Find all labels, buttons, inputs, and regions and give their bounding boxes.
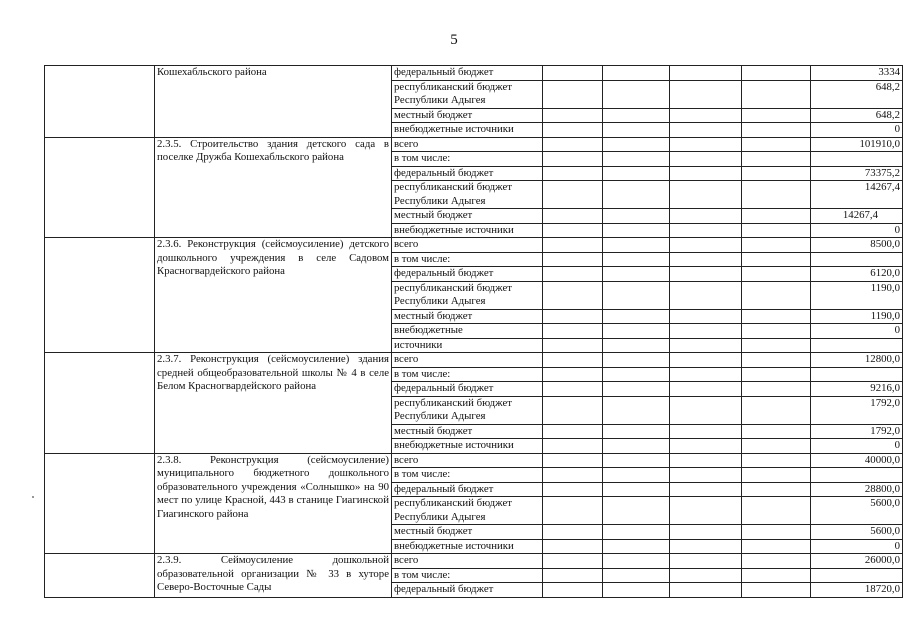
empty-cell-3 (670, 353, 742, 368)
empty-cell-4 (742, 108, 811, 123)
amount-cell (811, 238, 903, 253)
empty-cell-1 (543, 367, 603, 382)
empty-index-cell (45, 238, 155, 353)
amount-cell (811, 209, 903, 224)
empty-index-cell (45, 353, 155, 454)
funding-source: местный бюджет (392, 525, 543, 540)
empty-cell-1 (543, 482, 603, 497)
funding-source: республиканский бюджет Республики Адыгея (392, 396, 543, 424)
amount-cell (811, 281, 903, 309)
amount-cell (811, 367, 903, 382)
table-row (45, 353, 903, 368)
empty-cell-1 (543, 181, 603, 209)
empty-cell-3 (670, 281, 742, 309)
empty-cell-4 (742, 453, 811, 468)
amount-value: 14267,4 (864, 181, 900, 193)
empty-cell-4 (742, 583, 811, 598)
empty-cell-4 (742, 468, 811, 483)
amount-value: 648,2 (875, 108, 900, 121)
empty-cell-3 (670, 324, 742, 339)
empty-cell-3 (670, 267, 742, 282)
empty-cell-3 (670, 396, 742, 424)
empty-cell-2 (603, 497, 670, 525)
empty-cell-2 (603, 152, 670, 167)
empty-cell-2 (603, 353, 670, 368)
amount-cell (811, 525, 903, 540)
empty-cell-1 (543, 424, 603, 439)
empty-cell-3 (670, 238, 742, 253)
amount-value: 101910,0 (859, 137, 900, 150)
amount-value: 5600,0 (870, 525, 900, 537)
empty-cell-3 (670, 568, 742, 583)
empty-cell-2 (603, 396, 670, 424)
table-row (45, 554, 903, 569)
empty-cell-4 (742, 568, 811, 583)
empty-cell-2 (603, 525, 670, 540)
empty-cell-3 (670, 209, 742, 224)
empty-cell-4 (742, 238, 811, 253)
empty-cell-4 (742, 482, 811, 497)
empty-cell-2 (603, 439, 670, 454)
empty-cell-3 (670, 482, 742, 497)
funding-source: республиканский бюджет Республики Адыгея (392, 281, 543, 309)
funding-source: внебюджетные источники (392, 123, 543, 138)
amount-cell (811, 66, 903, 81)
amount-value: 40000,0 (864, 453, 900, 466)
funding-source: федеральный бюджет (392, 583, 543, 598)
empty-cell-4 (742, 252, 811, 267)
empty-cell-2 (603, 367, 670, 382)
funding-source: местный бюджет (392, 108, 543, 123)
funding-source: республиканский бюджет Республики Адыгея (392, 181, 543, 209)
empty-cell-2 (603, 309, 670, 324)
amount-cell (811, 80, 903, 108)
amount-cell (811, 468, 903, 483)
empty-cell-4 (742, 123, 811, 138)
amount-value: 18720,0 (864, 583, 900, 595)
amount-cell (811, 166, 903, 181)
budget-table (44, 65, 903, 598)
amount-value: 6120,0 (870, 267, 900, 279)
amount-value: 12800,0 (864, 353, 900, 365)
empty-cell-3 (670, 583, 742, 598)
funding-source: республиканский бюджет Республики Адыгея (392, 497, 543, 525)
empty-cell-4 (742, 267, 811, 282)
empty-cell-2 (603, 267, 670, 282)
empty-cell-4 (742, 367, 811, 382)
amount-value: 3334 (878, 66, 900, 78)
funding-source: республиканский бюджет Республики Адыгея (392, 80, 543, 108)
empty-cell-1 (543, 453, 603, 468)
funding-source: местный бюджет (392, 209, 543, 224)
measure-description: 2.3.6. Реконструкция (сейсмоусиление) детского дошкольного учреждения в селе Садовом Красногвардейского района (155, 238, 392, 353)
empty-cell-4 (742, 424, 811, 439)
empty-cell-2 (603, 66, 670, 81)
funding-source: федеральный бюджет (392, 166, 543, 181)
empty-cell-1 (543, 439, 603, 454)
funding-source: в том числе: (392, 468, 543, 483)
funding-source: местный бюджет (392, 424, 543, 439)
amount-cell (811, 252, 903, 267)
empty-cell-1 (543, 539, 603, 554)
amount-value: 1190,0 (870, 309, 900, 322)
funding-source: местный бюджет (392, 309, 543, 324)
empty-cell-1 (543, 396, 603, 424)
empty-cell-3 (670, 181, 742, 209)
empty-cell-3 (670, 252, 742, 267)
amount-value: 1792,0 (870, 424, 900, 437)
empty-cell-3 (670, 223, 742, 238)
empty-cell-2 (603, 238, 670, 253)
amount-cell (811, 568, 903, 583)
funding-source: всего (392, 353, 543, 368)
empty-cell-1 (543, 525, 603, 540)
page-number: 5 (450, 32, 458, 48)
funding-source: внебюджетные источники (392, 539, 543, 554)
empty-cell-4 (742, 281, 811, 309)
empty-cell-2 (603, 252, 670, 267)
empty-cell-1 (543, 238, 603, 253)
amount-cell (811, 181, 903, 209)
amount-cell (811, 583, 903, 598)
amount-value: 28800,0 (864, 482, 900, 495)
empty-cell-2 (603, 80, 670, 108)
amount-value: 5600,0 (870, 497, 900, 509)
empty-cell-2 (603, 424, 670, 439)
empty-cell-4 (742, 166, 811, 181)
empty-cell-2 (603, 209, 670, 224)
empty-cell-4 (742, 525, 811, 540)
amount-value: 1792,0 (870, 396, 900, 409)
empty-cell-4 (742, 353, 811, 368)
amount-value: 26000,0 (864, 554, 900, 566)
empty-cell-4 (742, 181, 811, 209)
empty-cell-3 (670, 468, 742, 483)
empty-cell-3 (670, 108, 742, 123)
empty-cell-3 (670, 525, 742, 540)
empty-cell-3 (670, 424, 742, 439)
empty-cell-4 (742, 382, 811, 397)
empty-cell-3 (670, 80, 742, 108)
empty-cell-1 (543, 80, 603, 108)
empty-cell-2 (603, 568, 670, 583)
funding-source: всего (392, 238, 543, 253)
empty-cell-4 (742, 223, 811, 238)
empty-cell-4 (742, 539, 811, 554)
amount-value: 1190,0 (870, 281, 900, 294)
empty-cell-2 (603, 382, 670, 397)
funding-source: в том числе: (392, 367, 543, 382)
empty-cell-1 (543, 152, 603, 167)
table-row (45, 66, 903, 81)
amount-cell (811, 137, 903, 152)
empty-cell-4 (742, 152, 811, 167)
amount-value: 8500,0 (870, 238, 900, 250)
empty-cell-2 (603, 181, 670, 209)
amount-cell (811, 123, 903, 138)
empty-cell-1 (543, 267, 603, 282)
empty-cell-1 (543, 66, 603, 81)
empty-cell-2 (603, 583, 670, 598)
funding-source: внебюджетные (392, 324, 543, 339)
measure-description: Кошехабльского района (155, 66, 392, 138)
empty-cell-2 (603, 108, 670, 123)
amount-cell (811, 353, 903, 368)
empty-cell-2 (603, 166, 670, 181)
funding-source: федеральный бюджет (392, 267, 543, 282)
empty-cell-1 (543, 568, 603, 583)
empty-cell-3 (670, 166, 742, 181)
amount-cell (811, 267, 903, 282)
funding-source: всего (392, 137, 543, 152)
amount-value: 0 (894, 439, 900, 451)
empty-cell-3 (670, 439, 742, 454)
amount-cell (811, 152, 903, 167)
amount-value: 0 (894, 324, 900, 336)
empty-cell-4 (742, 309, 811, 324)
funding-source: в том числе: (392, 568, 543, 583)
amount-cell (811, 482, 903, 497)
empty-cell-4 (742, 137, 811, 152)
amount-cell (811, 424, 903, 439)
empty-cell-3 (670, 539, 742, 554)
funding-source: федеральный бюджет (392, 382, 543, 397)
measure-description: 2.3.9. Сеймоусиление дошкольной образовательной организации № 33 в хуторе Северо-Восточные Сады (155, 554, 392, 598)
amount-cell (811, 539, 903, 554)
empty-cell-1 (543, 123, 603, 138)
empty-cell-2 (603, 482, 670, 497)
empty-cell-1 (543, 252, 603, 267)
empty-index-cell (45, 66, 155, 138)
funding-source: источники (392, 338, 543, 353)
empty-cell-3 (670, 309, 742, 324)
amount-cell (811, 382, 903, 397)
table-row (45, 137, 903, 152)
empty-cell-1 (543, 309, 603, 324)
empty-cell-4 (742, 209, 811, 224)
empty-cell-1 (543, 324, 603, 339)
empty-cell-2 (603, 324, 670, 339)
amount-cell (811, 223, 903, 238)
empty-cell-2 (603, 281, 670, 309)
amount-cell (811, 396, 903, 424)
amount-value: 14267,4 (842, 209, 878, 221)
empty-cell-3 (670, 554, 742, 569)
empty-cell-1 (543, 353, 603, 368)
funding-source: в том числе: (392, 252, 543, 267)
empty-cell-3 (670, 382, 742, 397)
empty-cell-4 (742, 80, 811, 108)
empty-cell-3 (670, 453, 742, 468)
empty-cell-3 (670, 497, 742, 525)
amount-value: 0 (894, 539, 900, 552)
empty-cell-3 (670, 137, 742, 152)
empty-cell-4 (742, 554, 811, 569)
measure-description: 2.3.5. Строительство здания детского сада в поселке Дружба Кошехабльского района (155, 137, 392, 238)
table-row (45, 238, 903, 253)
empty-cell-2 (603, 468, 670, 483)
amount-value: 73375,2 (864, 166, 900, 179)
empty-cell-4 (742, 66, 811, 81)
amount-value: 648,2 (875, 80, 900, 93)
amount-value: 9216,0 (870, 382, 900, 394)
empty-cell-3 (670, 152, 742, 167)
empty-cell-2 (603, 123, 670, 138)
empty-index-cell (45, 453, 155, 554)
empty-cell-1 (543, 497, 603, 525)
amount-cell (811, 554, 903, 569)
empty-cell-1 (543, 583, 603, 598)
amount-cell (811, 439, 903, 454)
empty-cell-3 (670, 66, 742, 81)
measure-description: 2.3.8. Реконструкция (сейсмоусиление) муниципального бюджетного дошкольного образовательного учреждения «Солнышко» на 90 мест по улице Красной, 443 в станице Гиагинской Гиагинского района (155, 453, 392, 554)
scan-artifact (32, 496, 34, 498)
amount-cell (811, 309, 903, 324)
empty-cell-4 (742, 396, 811, 424)
empty-cell-1 (543, 166, 603, 181)
amount-cell (811, 338, 903, 353)
empty-cell-3 (670, 367, 742, 382)
funding-source: всего (392, 453, 543, 468)
empty-cell-1 (543, 338, 603, 353)
empty-cell-1 (543, 554, 603, 569)
funding-source: федеральный бюджет (392, 482, 543, 497)
empty-cell-1 (543, 382, 603, 397)
empty-cell-1 (543, 223, 603, 238)
empty-index-cell (45, 554, 155, 598)
funding-source: внебюджетные источники (392, 439, 543, 454)
measure-description: 2.3.7. Реконструкция (сейсмоусиление) здания средней общеобразовательной школы № 4 в селе Белом Красногвардейского района (155, 353, 392, 454)
empty-cell-4 (742, 324, 811, 339)
funding-source: внебюджетные источники (392, 223, 543, 238)
empty-index-cell (45, 137, 155, 238)
empty-cell-3 (670, 338, 742, 353)
amount-cell (811, 497, 903, 525)
empty-cell-1 (543, 108, 603, 123)
amount-value: 0 (894, 223, 900, 236)
funding-source: федеральный бюджет (392, 66, 543, 81)
funding-source: в том числе: (392, 152, 543, 167)
empty-cell-1 (543, 281, 603, 309)
empty-cell-4 (742, 338, 811, 353)
empty-cell-2 (603, 554, 670, 569)
amount-cell (811, 324, 903, 339)
empty-cell-2 (603, 223, 670, 238)
empty-cell-2 (603, 137, 670, 152)
amount-cell (811, 453, 903, 468)
empty-cell-4 (742, 439, 811, 454)
empty-cell-1 (543, 137, 603, 152)
empty-cell-4 (742, 497, 811, 525)
funding-source: всего (392, 554, 543, 569)
empty-cell-2 (603, 453, 670, 468)
empty-cell-1 (543, 468, 603, 483)
empty-cell-3 (670, 123, 742, 138)
empty-cell-2 (603, 539, 670, 554)
amount-value: 0 (894, 123, 900, 135)
empty-cell-2 (603, 338, 670, 353)
amount-cell (811, 108, 903, 123)
empty-cell-1 (543, 209, 603, 224)
table-row (45, 453, 903, 468)
